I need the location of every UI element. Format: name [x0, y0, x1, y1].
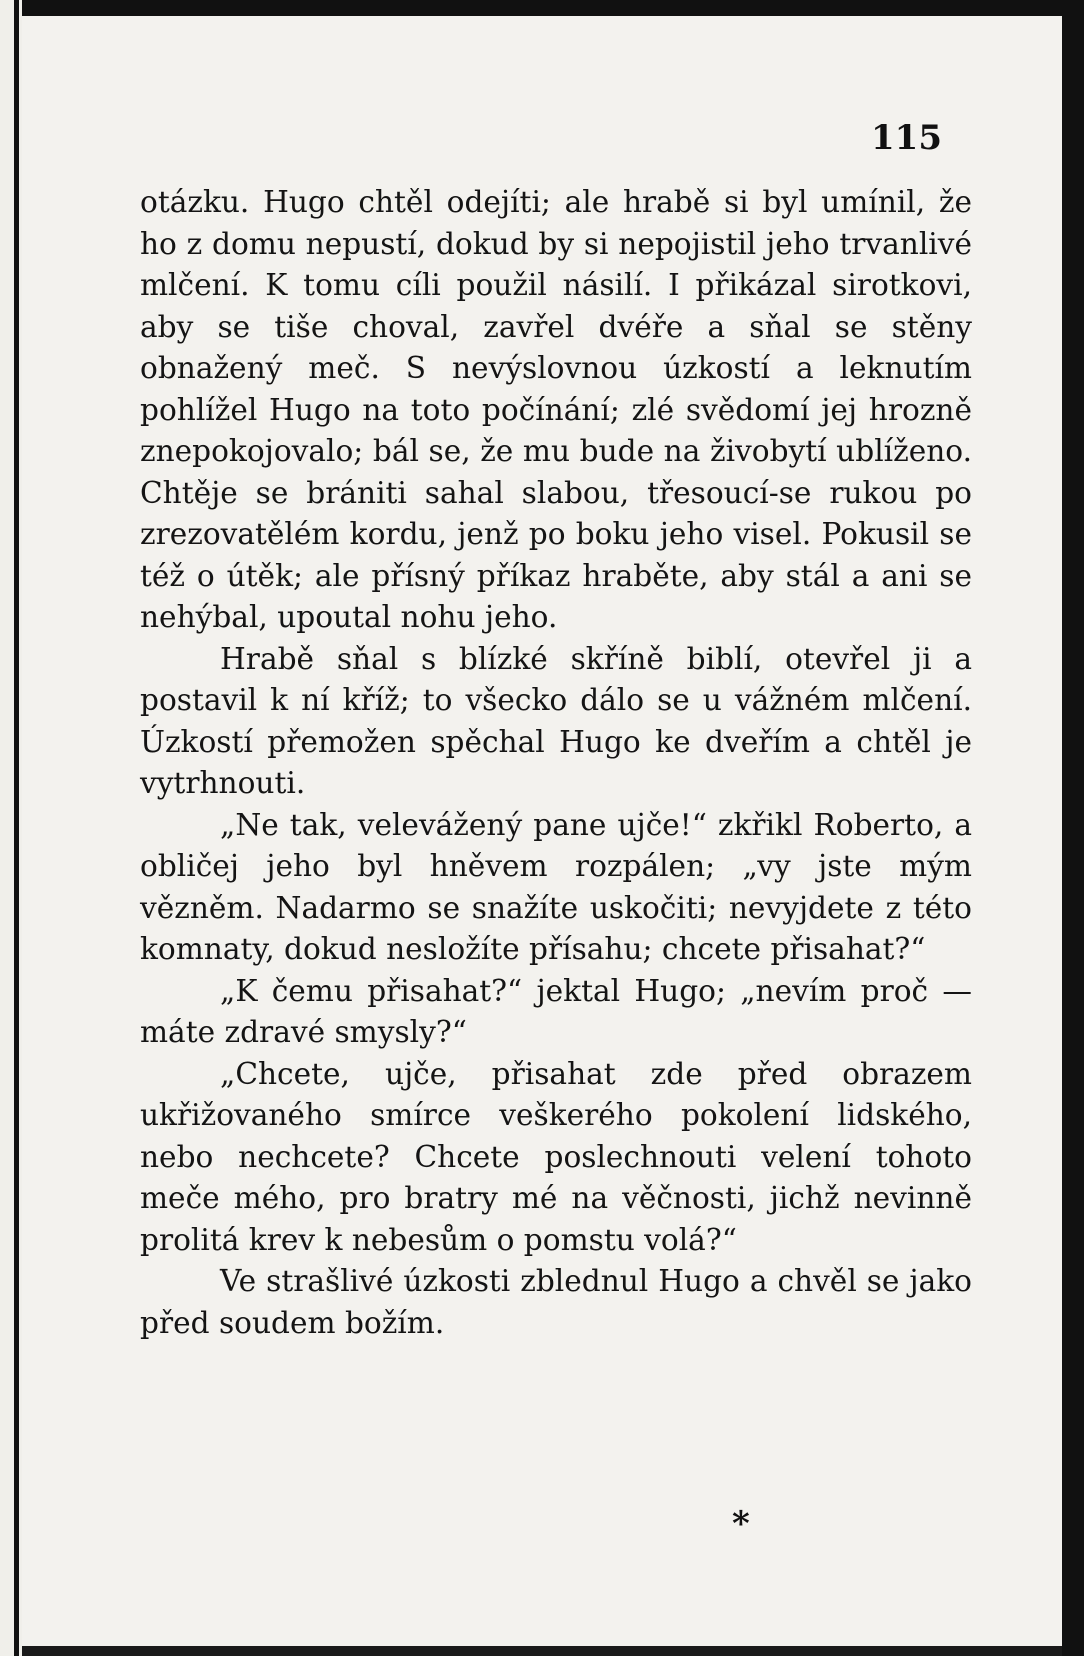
body-text [140, 182, 972, 1344]
binding-line [14, 0, 19, 1656]
book-page [22, 16, 1062, 1646]
paragraph-2: Hrabě sňal s blízké skříně biblí, otevřel ji a postavil k ní kříž; to všecko dálo se u vážném mlčení. Úzkostí přemožen spěchal Hugo ke dveřím a chtěl je vytrhnouti. [140, 641, 972, 800]
scan-right-border [1062, 0, 1084, 1656]
scan-top-border [0, 0, 1084, 16]
page-number: 115 [871, 118, 942, 158]
paragraph-6: Ve strašlivé úzkosti zblednul Hugo a chvěl se jako před soudem božím. [140, 1264, 972, 1340]
scan-left-edge [0, 0, 22, 1656]
paragraph-4: „K čemu přisahat?“ jektal Hugo; „nevím proč — máte zdravé smysly?“ [140, 973, 972, 1049]
section-ornament: * [732, 1504, 750, 1544]
paragraph-1: otázku. Hugo chtěl odejíti; ale hrabě si byl umínil, že ho z domu nepustí, dokud by si nepojistil jeho trvanlivé mlčení. K tomu cíli použil násilí. I přikázal sirotkovi, aby se tiše choval, zavřel dvéře a sňal se stěny obnažený meč. S nevýslovnou úzkostí a leknutím pohlížel Hugo na toto počínání; zlé svědomí jej hrozně znepokojovalo; bál se, že mu bude na živobytí ublíženo. Chtěje se brániti sahal slabou, třesoucí-se rukou po zrezovatělém kordu, jenž po boku jeho visel. Pokusil se též o útěk; ale přísný příkaz hraběte, aby stál a ani se nehýbal, upoutal nohu jeho. [140, 185, 972, 634]
paragraph-3: „Ne tak, velevážený pane ujče!“ zkřikl Roberto, a obličej jeho byl hněvem rozpálen; „vy jste mým vězněm. Nadarmo se snažíte uskočiti; nevyjdete z této komnaty, dokud nesložíte přísahu; chcete přisahat?“ [140, 807, 972, 966]
paragraph-5: „Chcete, ujče, přisahat zde před obrazem ukřižovaného smírce veškerého pokolení lidského, nebo nechcete? Chcete poslechnouti velení tohoto meče mého, pro bratry mé na věčnosti, jichž nevinně prolitá krev k nebesům o pomstu volá?“ [140, 1056, 972, 1257]
